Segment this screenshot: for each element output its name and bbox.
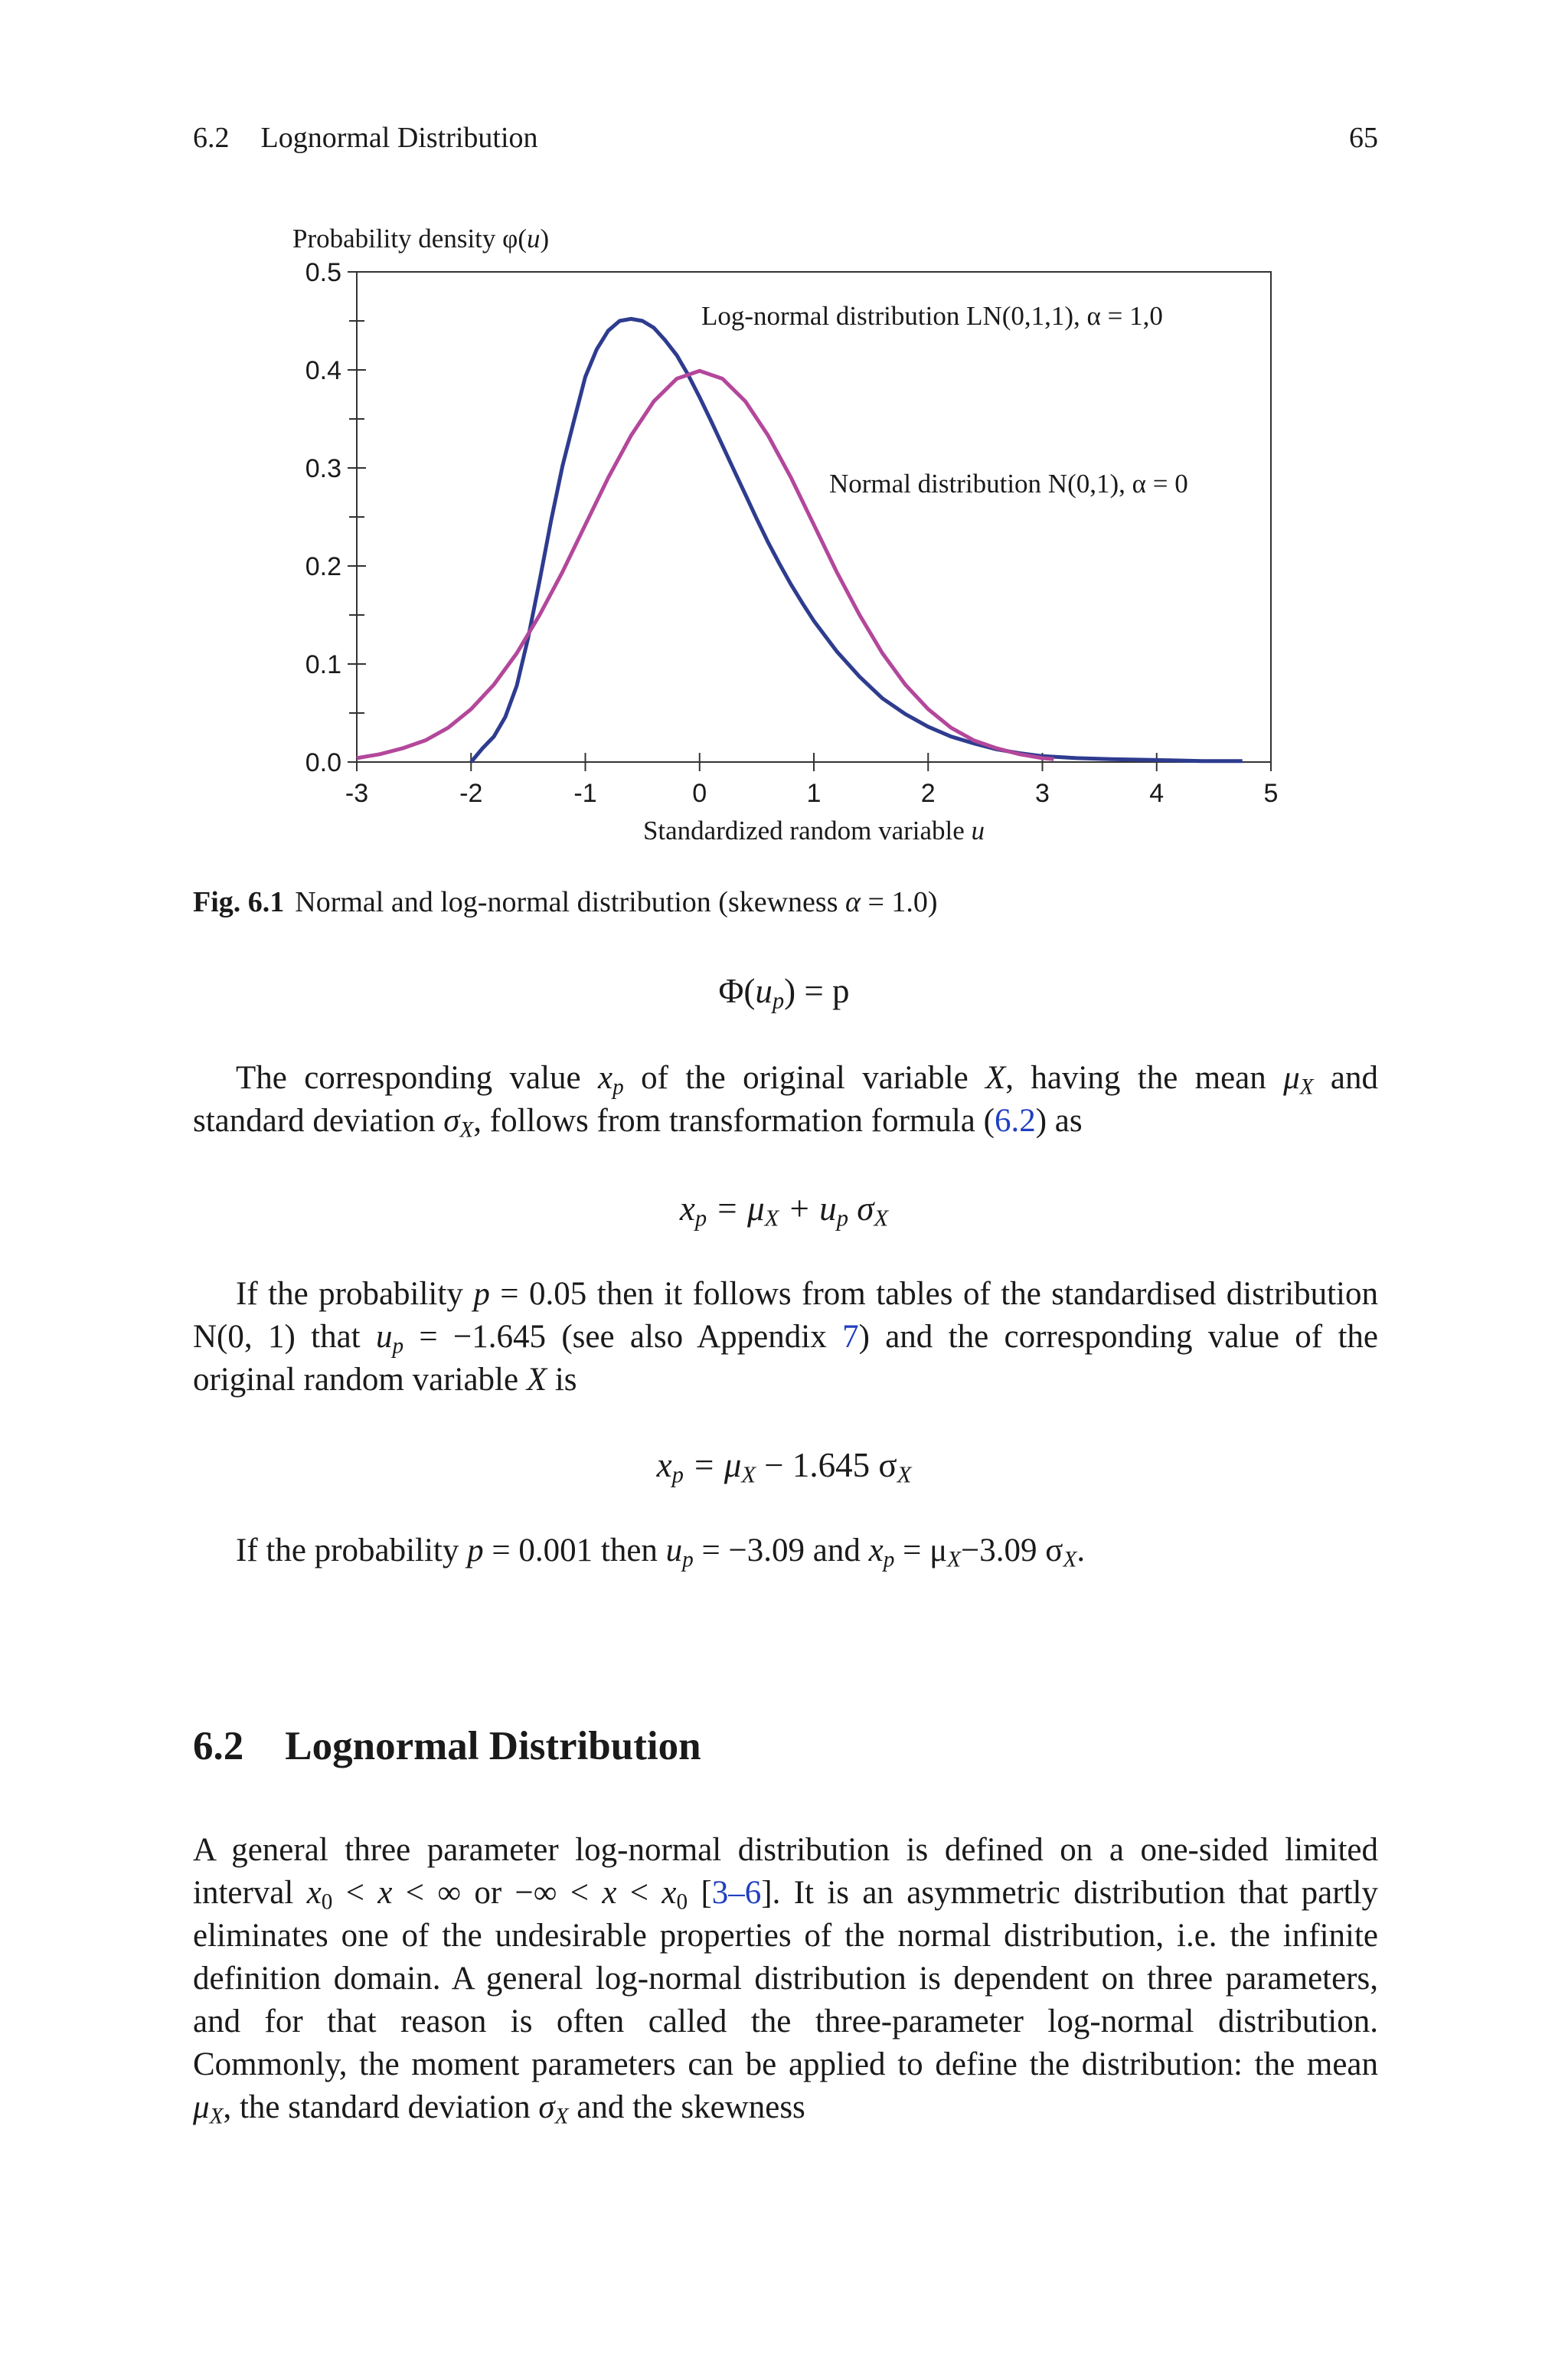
p3-var: u <box>665 1532 683 1568</box>
equation-xp <box>0 1189 1568 1232</box>
citation-dash: – <box>728 1875 745 1911</box>
p4-text: , the standard deviation <box>223 2089 539 2125</box>
paragraph-1 <box>193 1057 1378 1143</box>
paragraph-2 <box>193 1273 1378 1402</box>
normal-curve <box>357 371 1054 759</box>
p1-var: σ <box>443 1103 460 1139</box>
p3-sub: X <box>947 1547 962 1572</box>
p1-text: , follows from transformation formula ( <box>473 1103 995 1139</box>
x-axis-label <box>643 816 985 846</box>
x-tick-label: 0 <box>692 779 707 808</box>
p3-text: = −3.09 and <box>693 1532 869 1568</box>
header-title: Lognormal Distribution <box>260 122 538 154</box>
section-title: Lognormal Distribution <box>285 1724 701 1768</box>
p1-sub: X <box>459 1117 474 1143</box>
p2-text: If the probability <box>236 1276 474 1312</box>
p2-sub: p <box>392 1333 404 1359</box>
equation-xp-numeric <box>0 1445 1568 1488</box>
lognormal-annotation: Log-normal distribution LN(0,1,1), α = 1,0 <box>701 301 1163 331</box>
eq1-var: u <box>755 972 773 1010</box>
p1-text: and standard deviation <box>193 1060 1378 1139</box>
header-section-number: 6.2 <box>193 122 230 154</box>
p2-var: X <box>526 1362 547 1398</box>
p4-var: μ <box>193 2089 210 2125</box>
y-label-suffix: ) <box>540 224 550 254</box>
p4-var: x <box>306 1875 322 1911</box>
p3-text: If the probability <box>236 1532 468 1568</box>
series-group <box>357 319 1243 762</box>
appendix-ref-link[interactable]: 7 <box>842 1319 859 1355</box>
p2-text: = 0.05 then it follows from tables of the standardised distribution N(0, 1) that <box>193 1276 1378 1355</box>
eq2-part: = μ <box>707 1189 765 1228</box>
eq3-sub: X <box>897 1461 912 1488</box>
p4-text: < <box>332 1875 378 1911</box>
y-label-var: u <box>527 224 541 254</box>
p3-text: = 0.001 then <box>483 1532 666 1568</box>
p4-sub: 0 <box>676 1889 688 1915</box>
p3-text: −3.09 σ <box>961 1532 1063 1568</box>
eq3-part: x <box>656 1446 672 1484</box>
citation-link[interactable]: 6 <box>744 1875 762 1911</box>
lognormal-curve <box>471 319 1242 762</box>
eq2-sub: X <box>764 1205 779 1232</box>
p1-var: μ <box>1283 1060 1300 1096</box>
caption-text: Normal and log-normal distribution (skewness <box>295 886 845 918</box>
x-tick-label: 1 <box>806 779 822 808</box>
x-tick-label: -2 <box>459 779 483 808</box>
x-tick-label: 3 <box>1035 779 1050 808</box>
p4-text: A general three parameter log-normal distribution is defined on a one-sided limited interval <box>193 1832 1378 1911</box>
eq2-part: σ <box>848 1189 874 1228</box>
p4-var: σ <box>538 2089 555 2125</box>
p4-text: ]. It is an asymmetric distribution that partly eliminates one of the undesirable properties of the normal distribution, i.e. the infinite definition domain. A general log-normal distribution is dependent on three parameters, and for that reason is often called the three-parameter log-normal distribution. Commonly, the moment parameters can be applied to define the distribution: the mean <box>193 1875 1378 2082</box>
p1-text: , having the mean <box>1005 1060 1284 1096</box>
eq3-part: = μ <box>683 1446 742 1484</box>
running-header <box>193 121 538 155</box>
x-label-prefix: Standardized random variable <box>642 816 972 846</box>
p4-sub: X <box>209 2104 224 2129</box>
p3-text: . <box>1076 1532 1086 1568</box>
eq1-sub: p <box>772 987 785 1014</box>
y-tick-label: 0.4 <box>305 356 341 385</box>
p1-text: of the original variable <box>623 1060 986 1096</box>
section-heading <box>193 1723 701 1769</box>
equation-phi <box>0 971 1568 1014</box>
p1-sub: p <box>612 1075 624 1100</box>
p1-var: x <box>598 1060 613 1096</box>
section-number: 6.2 <box>193 1724 244 1768</box>
y-tick-label: 0.2 <box>305 552 341 581</box>
caption-tail: = 1.0) <box>860 886 938 918</box>
x-tick-label: 2 <box>920 779 936 808</box>
p2-var: u <box>375 1319 393 1355</box>
eq2-part: + u <box>779 1189 837 1228</box>
p4-text: < <box>616 1875 662 1911</box>
caption-label: Fig. 6.1 <box>193 886 285 918</box>
p2-var: p <box>473 1276 490 1312</box>
p2-text: = −1.645 (see also Appendix <box>403 1319 843 1355</box>
eq3-sub: p <box>671 1461 684 1488</box>
eq1-lhs: Φ( <box>718 972 756 1010</box>
eq2-sub: p <box>836 1205 848 1232</box>
p4-var: x <box>377 1875 393 1911</box>
x-tick-label: 5 <box>1263 779 1279 808</box>
y-label-prefix: Probability density φ( <box>292 224 528 254</box>
p4-text: [ <box>688 1875 712 1911</box>
p3-text: = μ <box>894 1532 948 1568</box>
caption-alpha: α <box>845 886 861 918</box>
p4-sub: X <box>554 2104 569 2129</box>
equation-ref-link[interactable]: 6.2 <box>994 1103 1036 1139</box>
y-axis-label <box>292 224 549 254</box>
plot-frame <box>357 272 1271 762</box>
p4-text: and the skewness <box>568 2089 805 2125</box>
eq2-sub: p <box>694 1205 707 1232</box>
p3-sub: p <box>883 1547 895 1572</box>
figure-caption <box>193 885 938 919</box>
x-tick-label: -3 <box>345 779 369 808</box>
p2-text: is <box>547 1362 577 1398</box>
p4-text: < ∞ or −∞ < <box>392 1875 603 1911</box>
y-tick-label: 0.5 <box>305 258 341 287</box>
p1-var: X <box>985 1060 1006 1096</box>
p4-var: x <box>662 1875 677 1911</box>
p1-text: The corresponding value <box>236 1060 598 1096</box>
p4-sub: 0 <box>321 1889 333 1915</box>
x-tick-label: 4 <box>1149 779 1165 808</box>
p1-text: ) as <box>1035 1103 1083 1139</box>
paragraph-3 <box>193 1529 1378 1572</box>
eq2-part: x <box>679 1189 695 1228</box>
eq3-part: − 1.645 σ <box>756 1446 897 1484</box>
p3-sub: X <box>1063 1547 1077 1572</box>
p1-sub: X <box>1299 1075 1314 1100</box>
eq3-sub: X <box>741 1461 756 1488</box>
p3-var: p <box>467 1532 484 1568</box>
y-tick-label: 0.1 <box>305 650 341 679</box>
y-tick-label: 0.3 <box>305 454 341 483</box>
x-label-var: u <box>971 816 985 846</box>
figure-6-1-chart <box>0 207 1568 865</box>
p3-sub: p <box>682 1547 694 1572</box>
x-tick-label: -1 <box>573 779 597 808</box>
normal-annotation: Normal distribution N(0,1), α = 0 <box>829 469 1188 499</box>
p2-text: ) and the corresponding value of the original random variable <box>193 1319 1378 1398</box>
paragraph-4 <box>193 1829 1378 2129</box>
citation-link[interactable]: 3 <box>711 1875 729 1911</box>
y-tick-label: 0.0 <box>305 748 341 777</box>
eq1-rhs: ) = p <box>784 972 850 1010</box>
page-number: 65 <box>1349 122 1378 154</box>
p4-var: x <box>602 1875 617 1911</box>
eq2-sub: X <box>874 1205 889 1232</box>
p3-var: x <box>868 1532 884 1568</box>
